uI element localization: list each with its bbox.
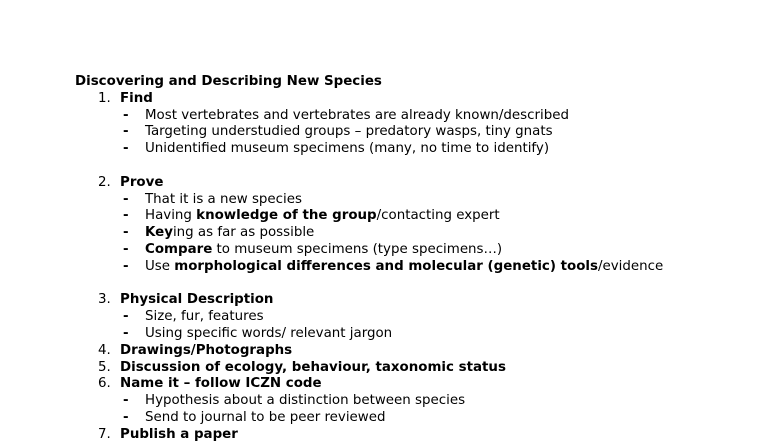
list-number: 3. xyxy=(98,292,111,308)
bullet-text: Most vertebrates and vertebrates are already known/described xyxy=(145,107,569,123)
list-number: 4. xyxy=(98,342,111,358)
bullet-item xyxy=(75,192,775,209)
bullet-item xyxy=(75,108,775,125)
document-title: Discovering and Describing New Species xyxy=(75,74,382,89)
list-item-label: Prove xyxy=(120,174,164,190)
list-number: 7. xyxy=(98,426,111,442)
bullet-text: Send to journal to be peer reviewed xyxy=(145,409,386,425)
bullet-dash: - xyxy=(123,409,129,425)
bullet-item xyxy=(75,393,775,410)
list-number: 5. xyxy=(98,359,111,375)
bullet-dash: - xyxy=(123,393,129,409)
bullet-emphasis: Key xyxy=(145,225,173,241)
bullet-text: That it is a new species xyxy=(145,191,302,207)
document-body xyxy=(75,74,775,444)
bullet-item xyxy=(75,242,775,259)
list-item-suffix-text: – follow xyxy=(178,376,246,392)
bullet-item xyxy=(75,225,775,242)
bullet-item xyxy=(75,410,775,427)
blank-line xyxy=(75,158,775,175)
bullet-text: Having xyxy=(145,208,197,224)
list-item xyxy=(75,292,775,309)
bullet-text: Hypothesis about a distinction between species xyxy=(145,393,466,409)
list-item-label: Drawings/Photographs xyxy=(120,342,293,358)
bullet-dash: - xyxy=(123,208,129,224)
bullet-text: Targeting understudied groups – predatory wasps, tiny gnats xyxy=(145,124,553,140)
bullet-dash: - xyxy=(123,141,129,157)
bullet-text: ing as far as possible xyxy=(172,225,315,241)
bullet-text: Use xyxy=(145,258,175,274)
bullet-text: Size, fur, features xyxy=(145,309,264,325)
list-number: 6. xyxy=(98,376,111,392)
list-item-label: Discussion of ecology, behaviour, taxonomic status xyxy=(120,359,506,375)
bullet-emphasis: knowledge of the group xyxy=(196,208,377,224)
bullet-item xyxy=(75,309,775,326)
bullet-text: to museum specimens (type specimens…) xyxy=(212,241,503,257)
list-item xyxy=(75,343,775,360)
list-item-suffix-emphasis: ICZN code xyxy=(245,376,322,392)
numbered-list xyxy=(75,91,775,444)
bullet-dash: - xyxy=(123,107,129,123)
bullet-item xyxy=(75,259,775,276)
bullet-dash: - xyxy=(123,241,129,257)
bullet-emphasis: morphological differences and molecular (genetic) tools xyxy=(174,258,598,274)
bullet-dash: - xyxy=(123,258,129,274)
bullet-item xyxy=(75,141,775,158)
bullet-dash: - xyxy=(123,309,129,325)
bullet-emphasis: Compare xyxy=(145,241,213,257)
list-item-label: Find xyxy=(120,90,153,106)
bullet-text: /contacting expert xyxy=(376,208,500,224)
list-item xyxy=(75,427,775,444)
bullet-dash: - xyxy=(123,191,129,207)
list-item xyxy=(75,360,775,377)
list-item-label: Physical Description xyxy=(120,292,274,308)
list-number: 1. xyxy=(98,90,111,106)
list-item xyxy=(75,91,775,108)
list-number: 2. xyxy=(98,174,111,190)
bullet-text: Using specific words/ relevant jargon xyxy=(145,325,393,341)
blank-line xyxy=(75,276,775,293)
list-item-label: Publish a paper xyxy=(120,426,238,442)
list-item xyxy=(75,376,775,393)
bullet-dash: - xyxy=(123,325,129,341)
bullet-text: /evidence xyxy=(598,258,664,274)
bullet-item xyxy=(75,326,775,343)
bullet-dash: - xyxy=(123,124,129,140)
list-item xyxy=(75,175,775,192)
bullet-text: Unidentified museum specimens (many, no time to identify) xyxy=(145,141,550,157)
bullet-dash: - xyxy=(123,225,129,241)
bullet-item xyxy=(75,208,775,225)
bullet-item xyxy=(75,124,775,141)
list-item-label: Name it xyxy=(120,376,179,392)
